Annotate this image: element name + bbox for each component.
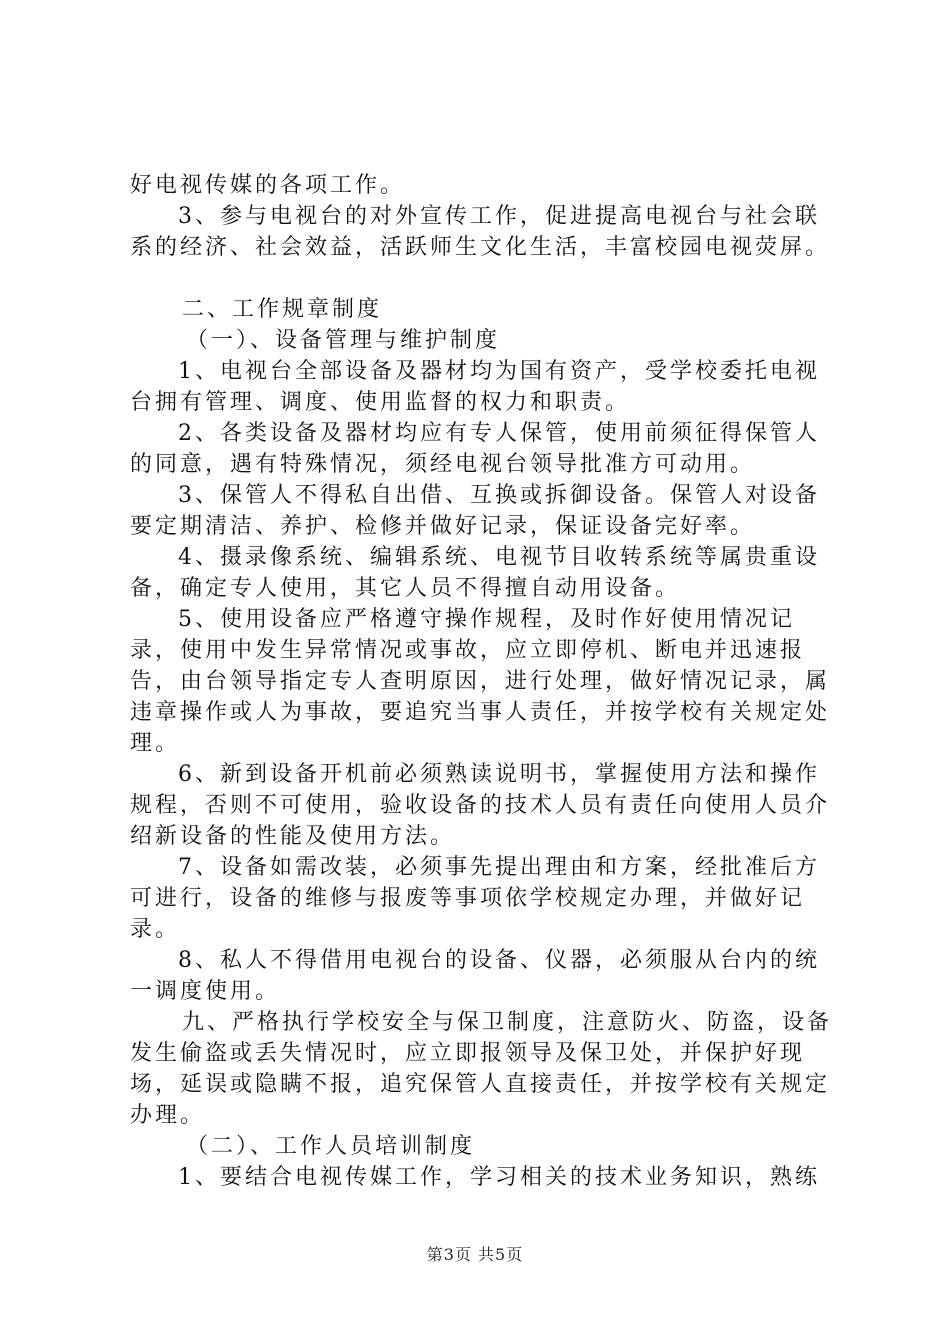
paragraph-item-3: 3、参与电视台的对外宣传工作，促进提高电视台与社会联系的经济、社会效益，活跃师生文化生活，丰富校园电视荧屏。 — [130, 204, 831, 260]
rule-7: 7、设备如需改装，必须事先提出理由和方案，经批准后方可进行，设备的维修与报废等事项依学校规定办理，并做好记录。 — [130, 855, 820, 942]
training-rule-1: 1、要结合电视传媒工作，学习相关的技术业务知识，熟练 — [178, 1165, 820, 1190]
rule-4: 4、摄录像系统、编辑系统、电视节目收转系统等属贵重设备，确定专人使用，其它人员不得擅自动用设备。 — [130, 545, 820, 601]
rule-6: 6、新到设备开机前必须熟读说明书，掌握使用方法和操作规程，否则不可使用，验收设备的技术人员有责任向使用人员介绍新设备的性能及使用方法。 — [130, 762, 831, 849]
rule-2: 2、各类设备及器材均应有专人保管，使用前须征得保管人的同意，遇有特殊情况，须经电视台领导批准方可动用。 — [130, 421, 820, 477]
document-body — [130, 170, 840, 1193]
rule-5: 5、使用设备应严格遵守操作规程，及时作好使用情况记录，使用中发生异常情况或事故，应立即停机、断电并迅速报告，由台领导指定专人查明原因，进行处理，做好情况记录，属违章操作或人为事故，要追究当事人责任，并按学校有关规定处理。 — [130, 607, 831, 756]
subsection-heading-training: （二）、工作人员培训制度 — [186, 1134, 476, 1159]
rule-1: 1、电视台全部设备及器材均为国有资产，受学校委托电视台拥有管理、调度、使用监督的权力和职责。 — [130, 359, 820, 415]
section-heading: 二、工作规章制度 — [182, 297, 383, 322]
page-number-footer: 第3页 共5页 — [426, 1245, 524, 1264]
paragraph-continuation: 好电视传媒的各项工作。 — [130, 173, 406, 198]
rule-8: 8、私人不得借用电视台的设备、仪器，必须服从台内的统一调度使用。 — [130, 948, 820, 1004]
subsection-heading-equipment: （一）、设备管理与维护制度 — [186, 328, 501, 353]
rule-9: 九、严格执行学校安全与保卫制度，注意防火、防盗，设备发生偷盗或丢失情况时，应立即报领导及保卫处，并保护好现场，延误或隐瞒不报，追究保管人直接责任，并按学校有关规定办理。 — [130, 1010, 833, 1128]
paragraph-gap — [130, 263, 840, 294]
rule-3: 3、保管人不得私自出借、互换或拆御设备。保管人对设备要定期清洁、养护、检修并做好记录，保证设备完好率。 — [130, 483, 820, 539]
